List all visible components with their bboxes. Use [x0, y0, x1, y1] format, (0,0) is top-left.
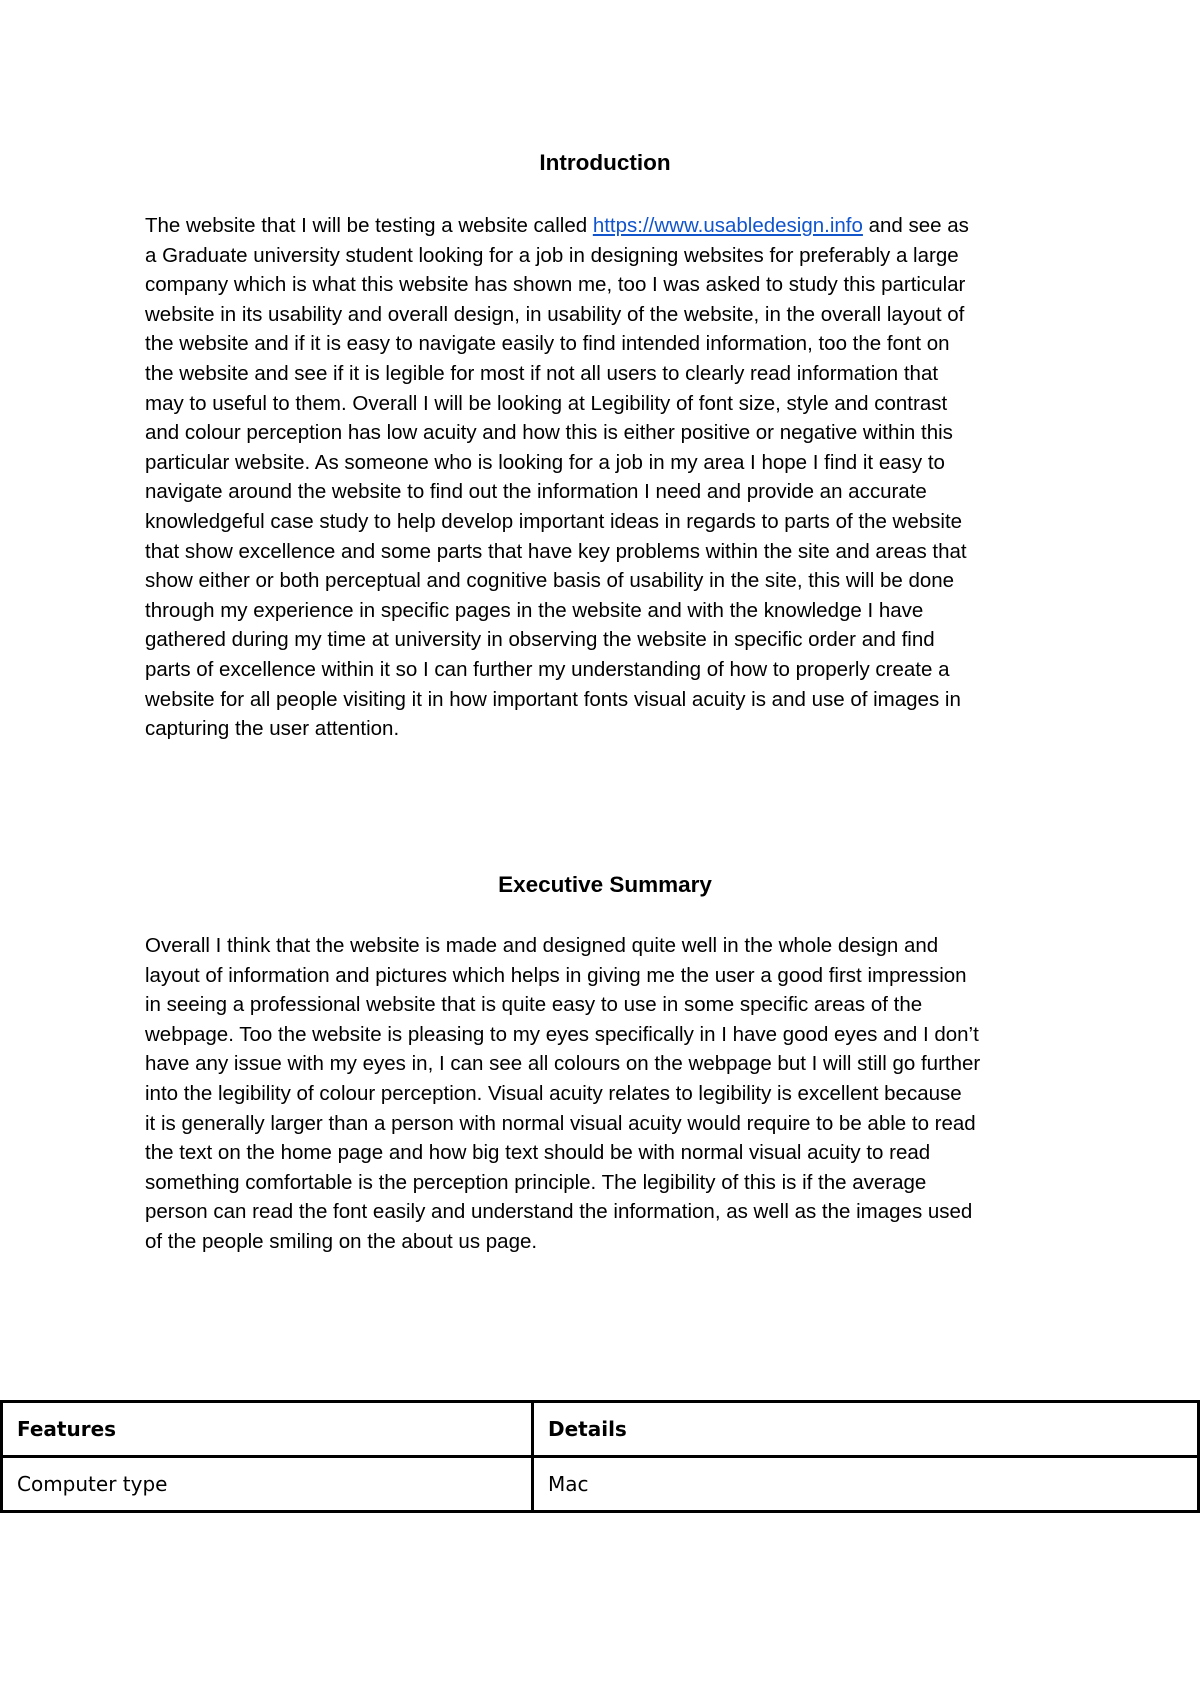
spec-table [0, 1400, 1200, 1513]
line-text: and see as [862, 214, 969, 237]
paragraph-line: navigate around the website to find out the information I need and provide an accurate [145, 480, 927, 504]
usabledesign-link[interactable]: https://www.usabledesign.info [592, 214, 863, 237]
paragraph-line: something comfortable is the perception principle. The legibility of this is if the average [145, 1170, 927, 1194]
paragraph-line: and colour perception has low acuity and how this is either positive or negative within this [145, 421, 953, 445]
paragraph-line: of the people smiling on the about us page. [145, 1229, 538, 1253]
paragraph-line: website for all people visiting it in how important fonts visual acuity is and use of images in [145, 687, 961, 711]
paragraph-line: knowledgeful case study to help develop important ideas in regards to parts of the website [145, 509, 963, 533]
paragraph-line: Overall I think that the website is made and designed quite well in the whole design and [145, 934, 939, 957]
paragraph-line: parts of excellence within it so I can further my understanding of how to properly create a [145, 657, 950, 681]
paragraph-line: company which is what this website has shown me, too I was asked to study this particular [145, 273, 966, 297]
paragraph-line: the website and see if it is legible for most if not all users to clearly read information that [145, 361, 939, 385]
executive-summary-section [145, 870, 1065, 1257]
paragraph-line [145, 211, 1065, 241]
paragraph-line: particular website. As someone who is looking for a job in my area I hope I find it easy to [145, 450, 945, 474]
paragraph-line: the website and if it is easy to navigate easily to find intended information, too the font on [145, 332, 950, 356]
table-header-details: Details [533, 1402, 1199, 1457]
paragraph-line: show either or both perceptual and cognitive basis of usability in the site, this will be done [145, 569, 955, 593]
table-cell-detail: Mac [533, 1457, 1199, 1512]
paragraph-line: layout of information and pictures which helps in giving me the user a good first impression [145, 963, 967, 987]
table-header-row [2, 1402, 1199, 1457]
paragraph-line: it is generally larger than a person with normal visual acuity would require to be able to read [145, 1111, 976, 1135]
paragraph-line: person can read the font easily and understand the information, as well as the images used [145, 1200, 973, 1224]
introduction-section [145, 148, 1065, 744]
table-cell-feature: Computer type [2, 1457, 533, 1512]
introduction-paragraph [145, 211, 1065, 744]
paragraph-line: that show excellence and some parts that have key problems within the site and areas that [145, 539, 967, 563]
line-text: The website that I will be testing a website called [145, 214, 593, 237]
paragraph-line: have any issue with my eyes in, I can see all colours on the webpage but I will still go further [145, 1052, 981, 1076]
paragraph-line: capturing the user attention. [145, 717, 400, 741]
paragraph-line: the text on the home page and how big text should be with normal visual acuity to read [145, 1141, 931, 1165]
paragraph-line: may to useful to them. Overall I will be looking at Legibility of font size, style and contrast [145, 391, 948, 415]
paragraph-line: webpage. Too the website is pleasing to my eyes specifically in I have good eyes and I don’t [145, 1022, 979, 1046]
paragraph-line: through my experience in specific pages in the website and with the knowledge I have [145, 598, 924, 622]
paragraph-line: gathered during my time at university in observing the website in specific order and find [145, 628, 935, 652]
paragraph-line: into the legibility of colour perception. Visual acuity relates to legibility is excellent because [145, 1081, 962, 1105]
paragraph-line: website in its usability and overall design, in usability of the website, in the overall layout of [145, 302, 965, 326]
paragraph-line: in seeing a professional website that is quite easy to use in some specific areas of the [145, 993, 923, 1017]
table-row [2, 1457, 1199, 1512]
executive-summary-paragraph [145, 931, 1065, 1257]
table-header-features: Features [2, 1402, 533, 1457]
executive-summary-heading: Executive Summary [498, 872, 712, 897]
introduction-heading: Introduction [539, 150, 671, 175]
paragraph-line: a Graduate university student looking for a job in designing websites for preferably a large [145, 243, 959, 267]
